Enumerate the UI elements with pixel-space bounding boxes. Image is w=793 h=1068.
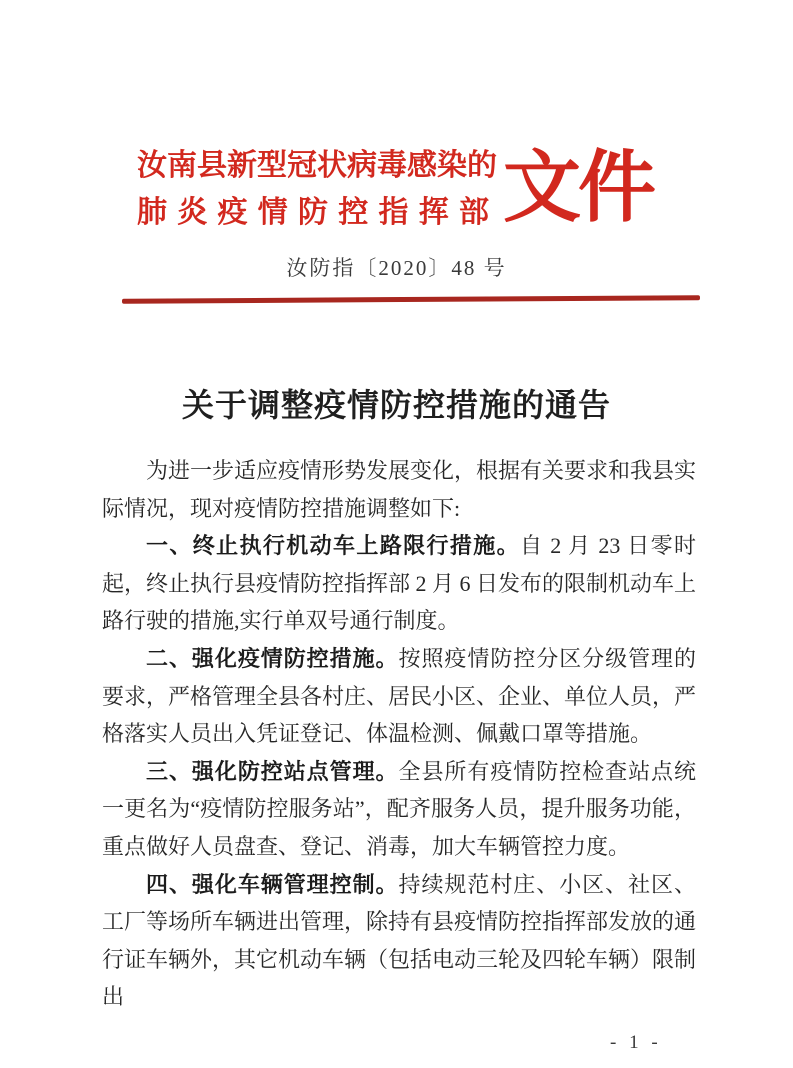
item-3-paragraph [102, 753, 696, 866]
letterhead [137, 142, 653, 236]
item-4-paragraph [102, 866, 696, 1016]
document-number: 汝防指〔2020〕48 号 [286, 256, 507, 280]
issuing-authority [137, 142, 497, 236]
item-1-text: 自 2 月 23 日零时起，终止执行县疫情防控指挥部 2 月 6 日发布的限制机动车上路行驶的措施,实行单双号通行制度。 [102, 533, 697, 634]
intro-paragraph [102, 452, 696, 527]
item-2-paragraph [102, 640, 696, 753]
paragraph-text: 为进一步适应疫情形势发展变化，根据有关要求和我县实际情况，现对疫情防控措施调整如下: [102, 458, 697, 521]
issuing-authority-line2: 肺炎疫情防控指挥部 [137, 196, 489, 229]
item-2-text: 按照疫情防控分区分级管理的要求，严格管理全县各村庄、居民小区、企业、单位人员，严格落实人员出入凭证登记、体温检测、佩戴口罩等措施。 [102, 645, 697, 747]
document-title: 关于调整疫情防控措施的通告 [181, 387, 611, 423]
item-2-heading: 二、强化疫情防控措施。 [146, 645, 399, 671]
issuing-authority-line1: 汝南县新型冠状病毒感染的 [137, 149, 497, 182]
item-1-paragraph [102, 527, 696, 640]
item-4-heading: 四、强化车辆管理控制。 [146, 871, 399, 897]
item-3-text: 全县所有疫情防控检查站点统一更名为“疫情防控服务站”，配齐服务人员，提升服务功能，重点做好人员盘查、登记、消毒，加大车辆管控力度。 [102, 758, 696, 859]
document-body [102, 452, 696, 1016]
red-divider-line [122, 295, 700, 304]
document-type-label: 文件 [503, 144, 654, 231]
item-4-text: 持续规范村庄、小区、社区、工厂等场所车辆进出管理，除持有县疫情防控指挥部发放的通行证车辆外，其它机动车辆（包括电动三轮及四轮车辆）限制出 [102, 871, 697, 1010]
page-number: - 1 - [610, 1032, 662, 1053]
item-1-heading: 一、终止执行机动车上路限行措施。 [146, 533, 520, 559]
item-3-heading: 三、强化防控站点管理。 [146, 758, 399, 784]
